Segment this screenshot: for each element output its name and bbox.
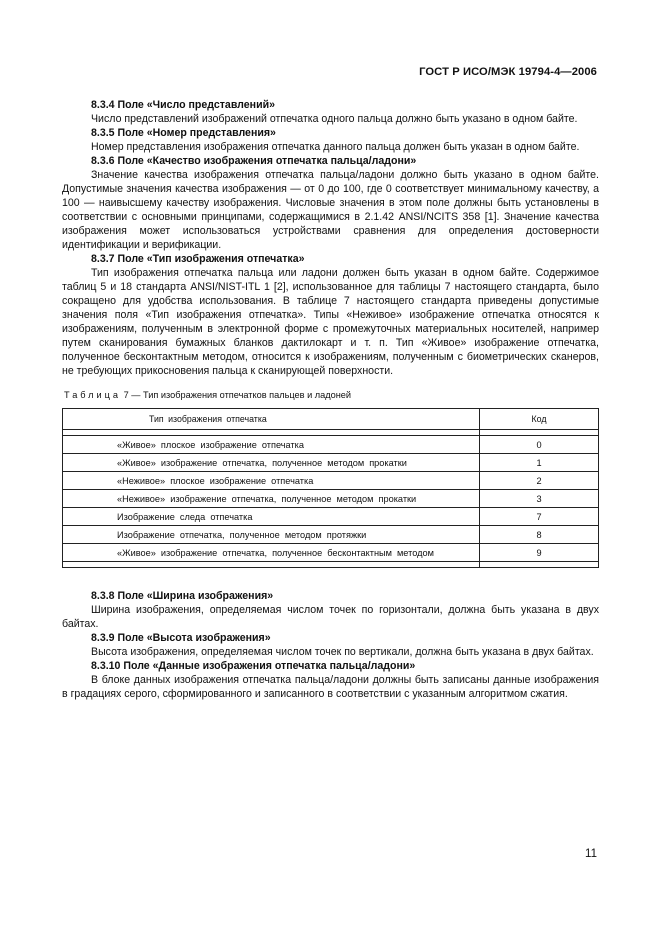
row-code: 8: [480, 526, 599, 544]
section-heading-8-3-6: 8.3.6 Поле «Качество изображения отпечатка пальца/ладони»: [91, 155, 417, 167]
row-code: 3: [480, 490, 599, 508]
row-image-type: «Живое» изображение отпечатка, полученное методом прокатки: [63, 454, 480, 472]
table-caption-label: Таблица: [64, 390, 122, 400]
table-row: [63, 454, 599, 472]
section-heading-8-3-8: 8.3.8 Поле «Ширина изображения»: [91, 590, 274, 602]
row-code: 7: [480, 508, 599, 526]
section-text-8-3-10: В блоке данных изображения отпечатка пальца/ладони должны быть записаны данные изображения в градациях серого, сформированного и записанного в соответствии с указанным алгоритмом сжатия.: [62, 674, 599, 700]
section-heading-8-3-10: 8.3.10 Поле «Данные изображения отпечатка пальца/ладони»: [91, 660, 416, 672]
table-header-row: [63, 409, 599, 430]
table-row: [63, 490, 599, 508]
table-row: [63, 472, 599, 490]
table-row: [63, 436, 599, 454]
section-text-8-3-8: Ширина изображения, определяемая числом точек по горизонтали, должна быть указана в двух байтах.: [62, 604, 599, 630]
section-text-8-3-5: Номер представления изображения отпечатка данного пальца должен быть указан в одном байте.: [91, 141, 580, 153]
column-header-code: Код: [480, 409, 599, 430]
page-content: [62, 98, 599, 701]
row-code: 9: [480, 544, 599, 562]
section-heading-8-3-9: 8.3.9 Поле «Высота изображения»: [91, 632, 271, 644]
table-caption: [64, 388, 599, 402]
row-image-type: «Неживое» изображение отпечатка, полученное методом прокатки: [63, 490, 480, 508]
sections-after-table: [62, 589, 599, 701]
row-image-type: Изображение следа отпечатка: [63, 508, 480, 526]
section-text-8-3-6: Значение качества изображения отпечатка пальца/ладони должно быть указано в одном байте. Допустимые значения качества изображения — от 0 до 100, где 0 соответствует минимальному качеству, а 100 — наивысшему качеству изображения. Числовые значения в этом поле должны быть установлены в соответствии с основными принципами, содержащимися в 2.1.42 ANSI/NCITS 358 [1]. Значение качества изображения может использоваться устройствами сравнения для определения достоверности идентификации и верификации.: [62, 169, 599, 251]
row-image-type: «Живое» изображение отпечатка, полученное бесконтактным методом: [63, 544, 480, 562]
table-row: [63, 526, 599, 544]
row-image-type: «Живое» плоское изображение отпечатка: [63, 436, 480, 454]
section-heading-8-3-5: 8.3.5 Поле «Номер представления»: [91, 127, 276, 139]
table-row: [63, 508, 599, 526]
table-caption-text: 7 — Тип изображения отпечатков пальцев и ладоней: [123, 390, 352, 400]
row-code: 1: [480, 454, 599, 472]
section-heading-8-3-4: 8.3.4 Поле «Число представлений»: [91, 99, 275, 111]
table-row: [63, 544, 599, 562]
section-text-8-3-4: Число представлений изображений отпечатка одного пальца должно быть указано в одном байте.: [91, 113, 578, 125]
section-text-8-3-7: Тип изображения отпечатка пальца или ладони должен быть указан в одном байте. Содержимое таблиц 5 и 18 стандарта ANSI/NIST-ITL 1 [2], использованное для таблицы 7 настоящего стандарта, было сокращено для удобства использования. В таблице 7 настоящего стандарта приведены допустимые значения поля «Тип изображения отпечатка». Типы «Неживое» изображение отпечатка относятся к изображениям, полученным в электронной форме с промежуточных материальных носителей, например путем сканирования бумажных бланков дактилокарт и т. п. Тип «Живое» изображение отпечатка, полученное бесконтактным методом, относится к изображениям, полученным с биометрических сканеров, не требующих прикосновения пальца к сканирующей поверхности.: [62, 267, 599, 377]
row-image-type: «Неживое» плоское изображение отпечатка: [63, 472, 480, 490]
section-text-8-3-9: Высота изображения, определяемая числом точек по вертикали, должна быть указана в двух байтах.: [91, 646, 594, 658]
fingerprint-image-type-table: [62, 408, 599, 568]
column-header-image-type: Тип изображения отпечатка: [63, 409, 480, 430]
document-id-header: ГОСТ Р ИСО/МЭК 19794-4—2006: [419, 66, 597, 78]
page-number: 11: [585, 848, 597, 860]
section-heading-8-3-7: 8.3.7 Поле «Тип изображения отпечатка»: [91, 253, 305, 265]
table-spacer-row: [63, 562, 599, 568]
row-code: 0: [480, 436, 599, 454]
row-code: 2: [480, 472, 599, 490]
row-image-type: Изображение отпечатка, полученное методом протяжки: [63, 526, 480, 544]
